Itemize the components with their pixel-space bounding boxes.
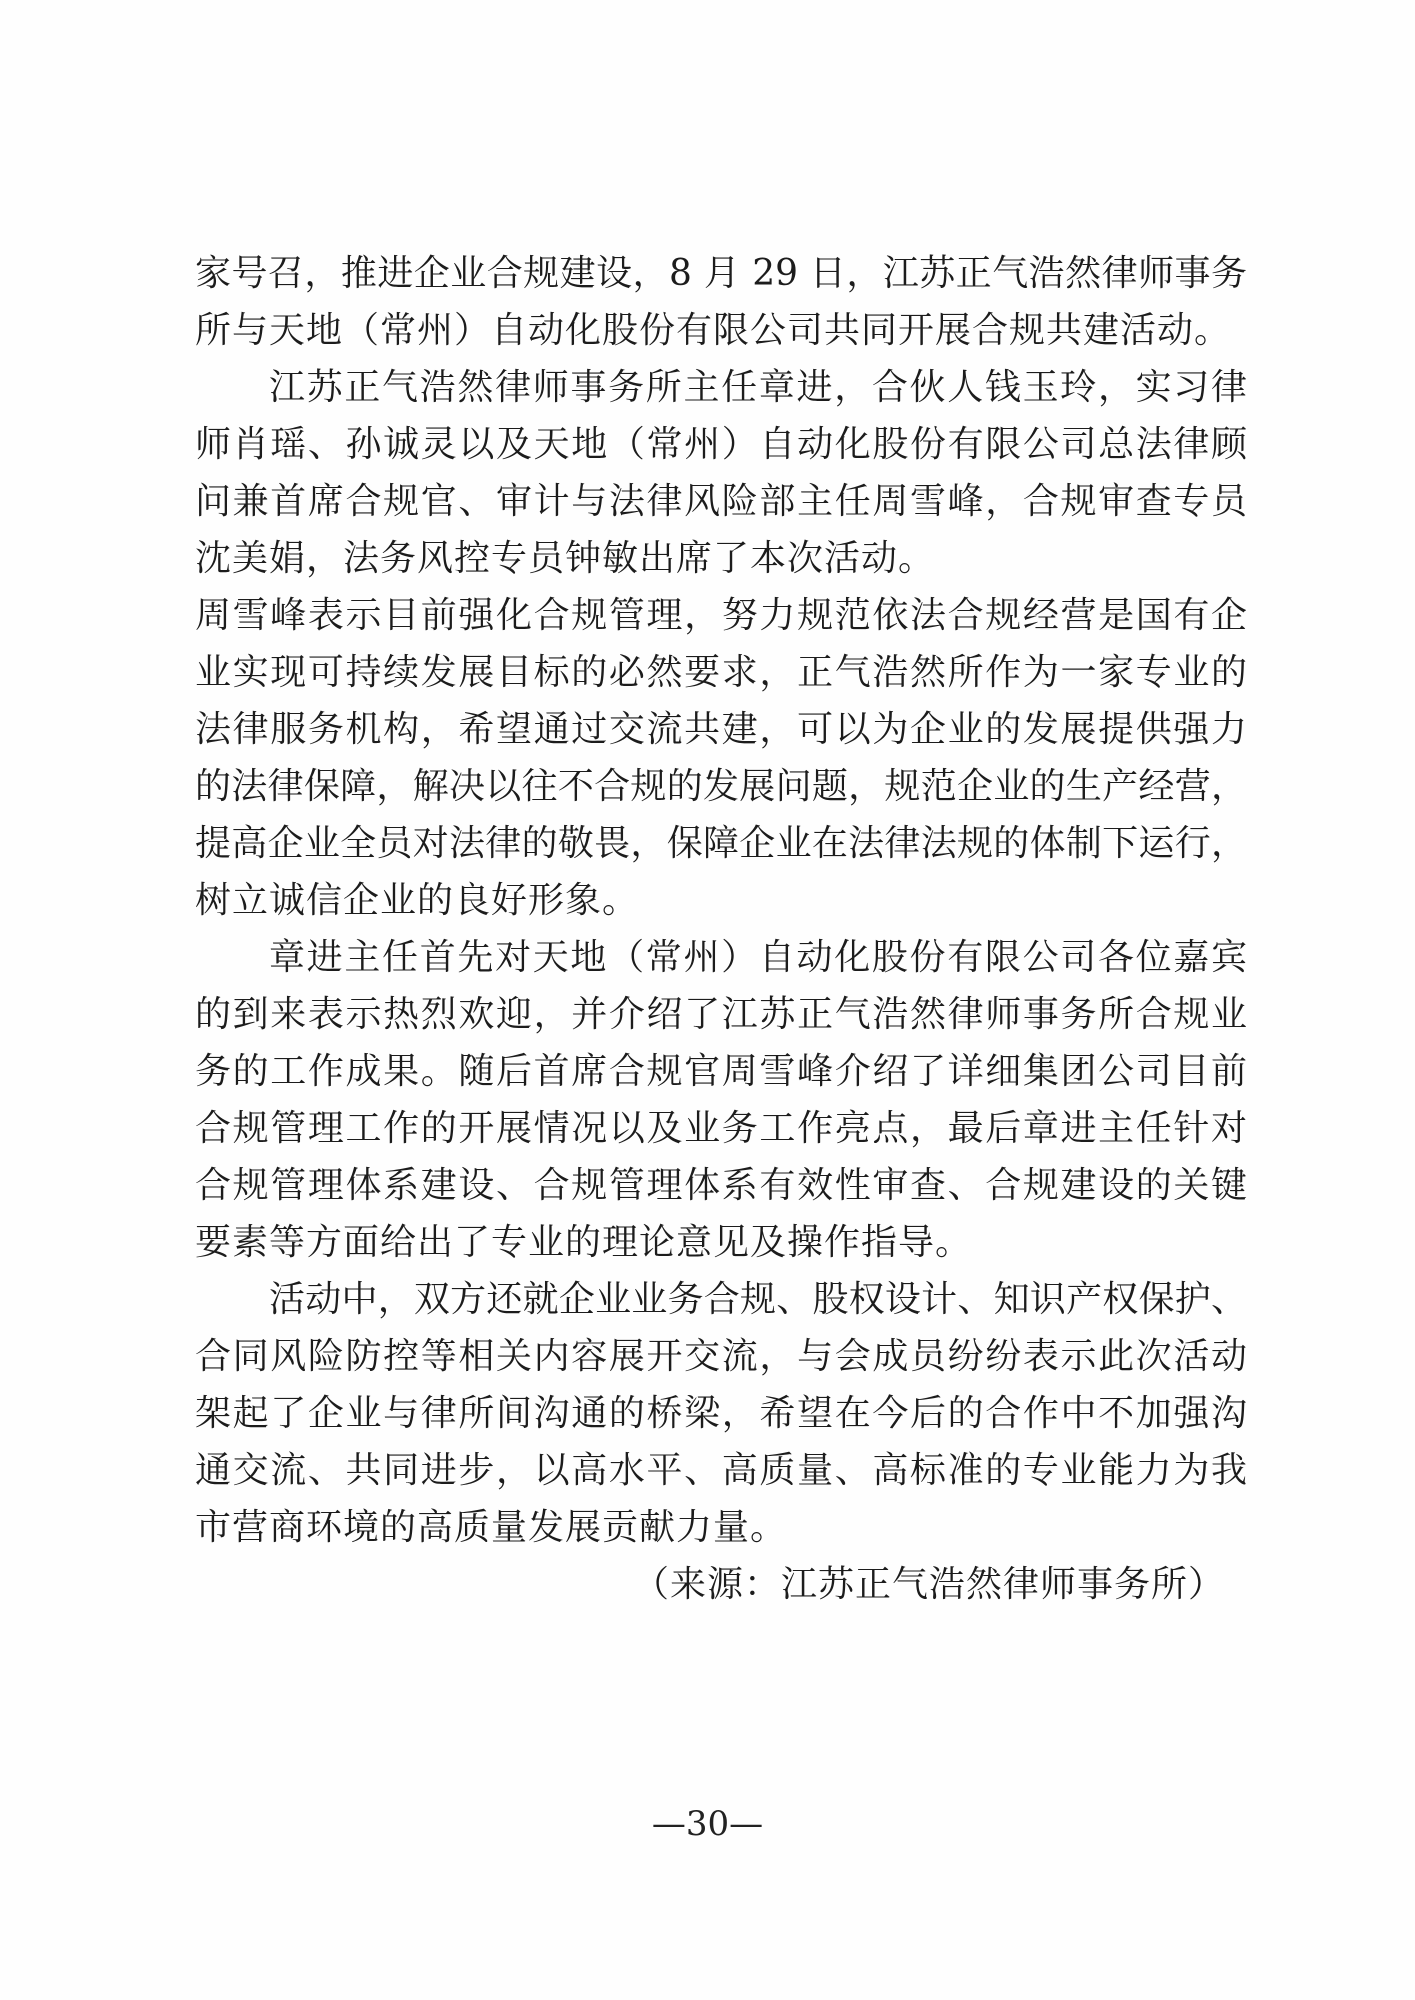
document-line: 沈美娟，法务风控专员钟敏出席了本次活动。 (195, 538, 936, 579)
document-line: 法律服务机构，希望通过交流共建，可以为企业的发展提供强力 (195, 709, 1247, 750)
document-line: 活动中，双方还就企业业务合规、股权设计、知识产权保护、 (269, 1279, 1247, 1320)
document-line: 合规管理体系建设、合规管理体系有效性审查、合规建设的关键 (195, 1165, 1247, 1206)
document-line: 合规管理工作的开展情况以及业务工作亮点，最后章进主任针对 (195, 1108, 1247, 1149)
document-line: 提高企业全员对法律的敬畏，保障企业在法律法规的体制下运行， (195, 823, 1247, 864)
source-attribution: （来源：江苏正气浩然律师事务所） (632, 1564, 1225, 1605)
document-line: 所与天地（常州）自动化股份有限公司共同开展合规共建活动。 (195, 310, 1232, 351)
document-line: 要素等方面给出了专业的理论意见及操作指导。 (195, 1222, 973, 1263)
document-line: 架起了企业与律所间沟通的桥梁，希望在今后的合作中不加强沟 (195, 1393, 1247, 1434)
document-line: 市营商环境的高质量发展贡献力量。 (195, 1507, 788, 1548)
document-line: 周雪峰表示目前强化合规管理，努力规范依法合规经营是国有企 (195, 595, 1247, 636)
document-line: 通交流、共同进步，以高水平、高质量、高标准的专业能力为我 (195, 1450, 1247, 1491)
document-body (195, 245, 1247, 1613)
document-line: 业实现可持续发展目标的必然要求，正气浩然所作为一家专业的 (195, 652, 1247, 693)
document-line: 的到来表示热烈欢迎，并介绍了江苏正气浩然律师事务所合规业 (195, 994, 1247, 1035)
document-line: 合同风险防控等相关内容展开交流，与会成员纷纷表示此次活动 (195, 1336, 1247, 1377)
document-line: 问兼首席合规官、审计与法律风险部主任周雪峰，合规审查专员 (195, 481, 1247, 522)
page-number: —30— (651, 1804, 764, 1844)
document-line: 江苏正气浩然律师事务所主任章进，合伙人钱玉玲，实习律 (269, 367, 1247, 408)
document-line: 师肖瑶、孙诚灵以及天地（常州）自动化股份有限公司总法律顾 (195, 424, 1247, 465)
document-line: 章进主任首先对天地（常州）自动化股份有限公司各位嘉宾 (269, 937, 1247, 978)
document-line: 的法律保障，解决以往不合规的发展问题，规范企业的生产经营， (195, 766, 1247, 807)
document-line: 树立诚信企业的良好形象。 (195, 880, 640, 921)
document-line: 家号召，推进企业合规建设，8 月 29 日，江苏正气浩然律师事务 (195, 253, 1247, 294)
document-line: 务的工作成果。随后首席合规官周雪峰介绍了详细集团公司目前 (195, 1051, 1247, 1092)
